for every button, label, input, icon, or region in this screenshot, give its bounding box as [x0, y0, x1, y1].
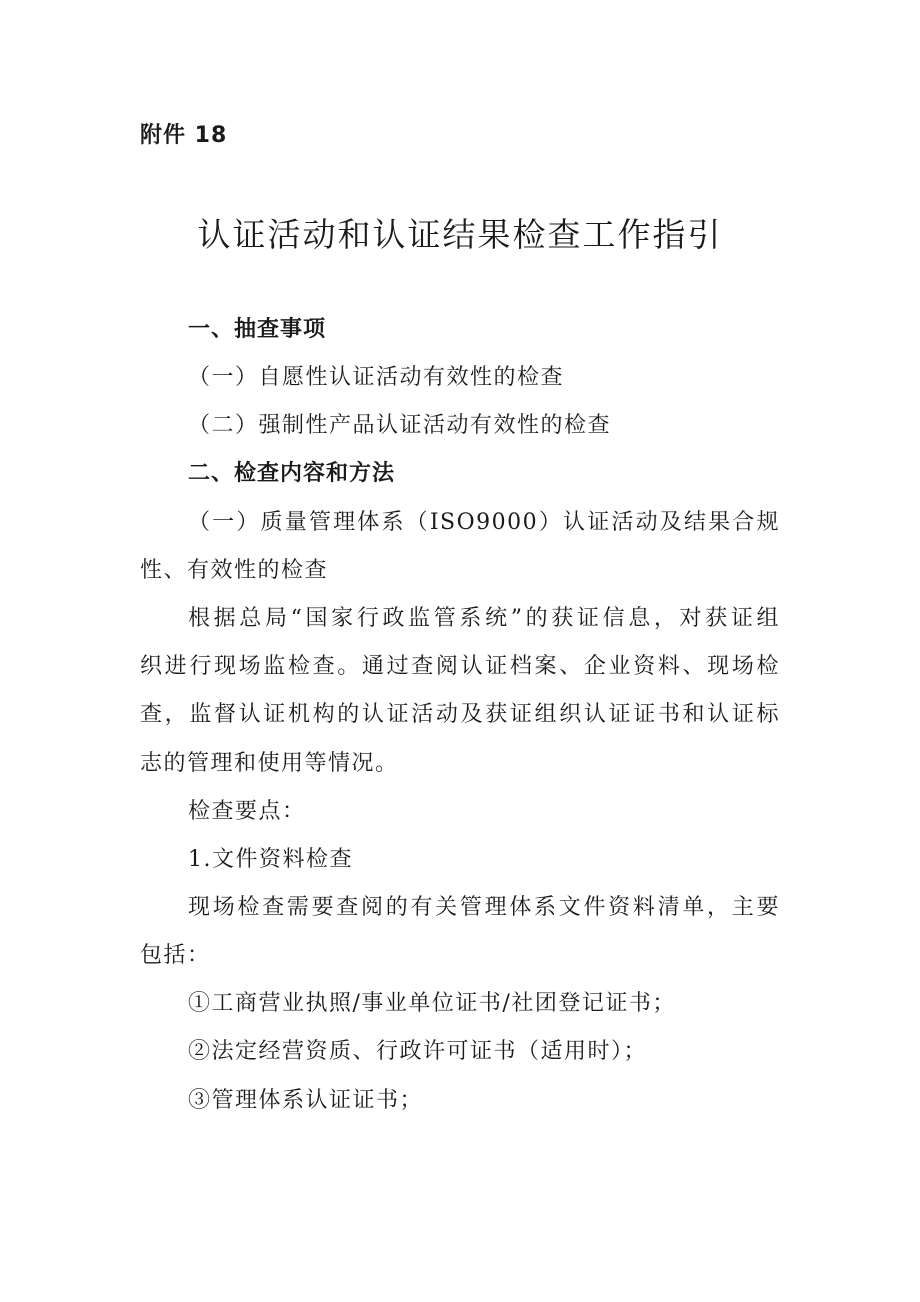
paragraph-1-line-2: 织进行现场监检查。通过查阅认证档案、企业资料、现场检 — [140, 654, 780, 679]
section1-item-1: （一）自愿性认证活动有效性的检查 — [188, 365, 565, 390]
check-points-heading: 检查要点： — [188, 799, 306, 824]
paragraph-2-line-2: 包括： — [140, 943, 211, 968]
check-point-1: 1.文件资料检查 — [188, 847, 353, 872]
subsection-heading-line-2: 性、有效性的检查 — [140, 558, 329, 583]
attachment-label: 附件 18 — [140, 123, 228, 148]
list-item-3: ③管理体系认证证书； — [188, 1088, 424, 1113]
section1-item-2: （二）强制性产品认证活动有效性的检查 — [188, 413, 612, 438]
document-title: 认证活动和认证结果检查工作指引 — [197, 215, 723, 254]
section-heading-2: 二、检查内容和方法 — [188, 461, 396, 486]
list-item-2: ②法定经营资质、行政许可证书（适用时）； — [188, 1039, 648, 1064]
paragraph-1-line-4: 志的管理和使用等情况。 — [140, 751, 399, 776]
section-heading-1: 一、抽查事项 — [188, 317, 327, 342]
subsection-heading-line-1: （一）质量管理体系（ISO9000）认证活动及结果合规 — [188, 510, 780, 535]
list-item-1: ①工商营业执照/事业单位证书/社团登记证书； — [188, 991, 676, 1016]
paragraph-1-line-3: 查，监督认证机构的认证活动及获证组织认证证书和认证标 — [140, 702, 780, 727]
paragraph-2-line-1: 现场检查需要查阅的有关管理体系文件资料清单，主要 — [188, 895, 780, 920]
paragraph-1-line-1: 根据总局“国家行政监管系统”的获证信息，对获证组 — [188, 606, 780, 631]
